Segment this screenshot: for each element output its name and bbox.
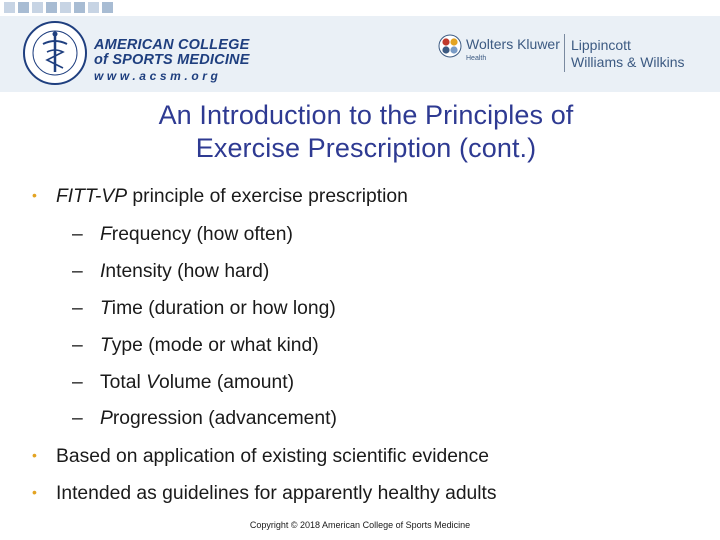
lww-line2: Williams & Wilkins xyxy=(571,54,685,70)
sub-item-text: ime (duration or how long) xyxy=(111,298,336,319)
lww-line1: Lippincott xyxy=(571,37,631,53)
sub-item-text: ype (mode or what kind) xyxy=(111,335,319,356)
title-line2: Exercise Prescription (cont.) xyxy=(195,133,537,163)
bullet-marker: • xyxy=(32,187,37,203)
sub-item-time xyxy=(72,298,336,320)
initial-letter: P xyxy=(100,408,113,429)
sub-item-text: rogression (advancement) xyxy=(112,408,337,429)
sub-item-text: olume (amount) xyxy=(158,372,294,393)
sub-item-text: ntensity (how hard) xyxy=(105,261,270,282)
wolters-kluwer-health: Health xyxy=(466,55,487,62)
bullet-marker: • xyxy=(32,447,37,463)
initial-letter: T xyxy=(100,298,112,319)
initial-letter: I xyxy=(100,261,106,282)
wolters-kluwer-name: Wolters Kluwer xyxy=(466,36,560,52)
bullet-marker: • xyxy=(32,484,37,500)
bullet-italic-term: FITT-VP xyxy=(56,186,128,207)
sub-item-type xyxy=(72,335,319,357)
initial-letter: T xyxy=(100,335,112,356)
bullet-text: principle of exercise prescription xyxy=(127,186,408,207)
acsm-url: www.acsm.org xyxy=(94,69,222,83)
dash-marker: – xyxy=(72,261,83,282)
dash-marker: – xyxy=(72,408,83,429)
dash-marker: – xyxy=(72,372,83,393)
dash-marker: – xyxy=(72,335,83,356)
sub-item-frequency xyxy=(72,224,293,246)
sub-item-intensity xyxy=(72,261,269,283)
sub-item-prefix: Total xyxy=(100,372,147,393)
sub-item-progression xyxy=(72,408,337,430)
dash-marker: – xyxy=(72,298,83,319)
bullet-text: Intended as guidelines for apparently healthy adults xyxy=(56,483,497,504)
bullet-scientific-evidence xyxy=(32,446,489,468)
bullet-guidelines xyxy=(32,483,497,505)
acsm-name-line2: of SPORTS MEDICINE xyxy=(94,52,250,68)
initial-letter: F xyxy=(100,224,112,245)
initial-letter: V xyxy=(146,372,159,393)
acsm-name-line1: AMERICAN COLLEGE xyxy=(94,37,250,53)
title-line1: An Introduction to the Principles of xyxy=(158,100,574,130)
sub-item-volume xyxy=(72,372,294,394)
dash-marker: – xyxy=(72,224,83,245)
bullet-text: Based on application of existing scientific evidence xyxy=(56,446,490,467)
copyright-footer: Copyright © 2018 American College of Sports Medicine xyxy=(249,520,471,530)
bullet-fitt-vp xyxy=(32,186,408,208)
sub-item-text: requency (how often) xyxy=(111,224,293,245)
